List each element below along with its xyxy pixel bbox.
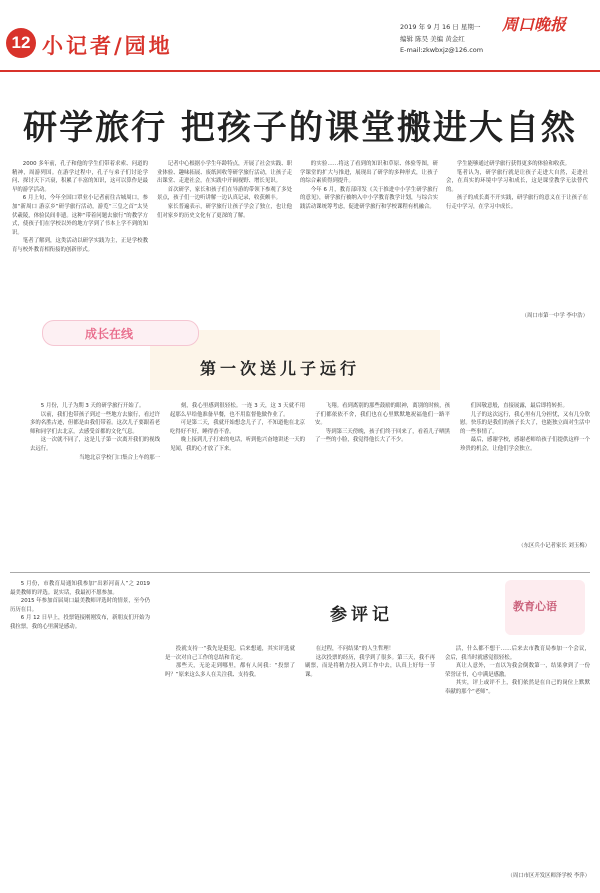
corner-label: 教育心语 [513,600,557,613]
article2-signature: （东区兵小记者家长 刘玉梅） [518,543,590,549]
column-banner [42,320,199,346]
paragraph: 这次投票的经历，我学到了很多。第三天，我不再刷票，而是将精力投入到工作中去，认真上好每一节课。 [305,654,435,678]
paragraph: 6 月 12 日早上，投票链接刚刚发布，新朋友们开始为我拉票，我的心里满是感动。 [10,615,150,630]
paragraph: 记者中心根据小学生年龄特点，开展了社会实践、职业体验、趣味拓展、废纸回收等研学旅行活动，让孩子走出课堂、走进社会，在实践中开阔视野、增长见识。 [157,161,292,185]
article1-column-4 [446,160,588,310]
article1-column-3 [300,160,438,320]
article3-column-3 [305,645,435,880]
page-header [0,0,600,62]
paragraph: 儿子的这次远行，我心里有几分担忧，又有几分欣慰。快乐的是我们的孩子长大了，也能独立面对生活中的一些事情了。 [460,411,590,435]
paragraph: 2000 多年前，孔子和他的学生们带着求索、问道的精神，周游列国。在游学过程中，孔子与弟子们讨论学问、探讨天下兴衰，积累了丰富的知识，这可以算作是最早的游学活动。 [12,161,148,193]
paragraph: 真让人意外，一直以为我会倒数第一，结果拿到了一份荣誉证书，心中满是感激。 [445,663,590,678]
article3-column-4 [445,645,590,870]
paragraph: 可是第二天，我就开始想念儿子了，不知道他在北京吃得好不好，睡得香不香。 [170,420,305,435]
article3-title: 参评记 [330,605,393,625]
article3-signature: （周口市区开发区师泽学校 李萍） [507,873,590,879]
paragraph: 当地北京学校门口集合上车的那一 [79,454,160,461]
corner-badge [505,580,585,635]
paragraph: 活，什么都不想干……后来去市教育局参加一个会议，会后，我当时就感觉很轻松。 [445,646,590,661]
banner-text: 成长在线 [85,327,134,341]
article2-title: 第一次送儿子远行 [200,359,361,378]
paragraph: 的实验……将这了看到的知识和草原、体验等图，研学课堂的扩大与推进，展现出了研学的多种形式，让孩子的综合素质得到提升。 [300,161,438,185]
paragraph: 在过程，不问结果”的人生哲理！ [315,646,395,652]
paragraph: 5 月份，市教育局通知我参加“出彩河南人”之 2019 最美教师的评选。说实话，我最初不愿参加。 [10,581,150,596]
paragraph: 2015 年参加首届周口最美教师评选时的情景，至今仍历历在目。 [10,598,150,613]
article1-column-1 [12,160,148,320]
section-divider [10,572,590,573]
paragraph: 其实，评上或评不上，我们依然是在自己的岗位上默默奉献的那个“老师”。 [445,680,590,695]
paragraph: 以前，我们也带孩子到过一些地方去旅行，看过许多的名胜古迹，但都是由我们带着。这次儿子要跟着老师和同学们去北京，去感受首都的文化气息。 [30,411,160,435]
article3-column-2 [165,645,295,880]
section-title: 小记者/园地 [42,33,173,58]
article2-column-2 [170,402,305,552]
article3-column-1 [10,580,150,880]
article2-column-1 [30,402,160,552]
article1-signature: （周口市第一中学 李中浩） [521,313,588,319]
paragraph: 孩子的成长离不开实践，研学旅行的意义在于让孩子在行走中学习，在学习中成长。 [446,195,588,210]
paragraph: 首次研学，家长和孩子们在导游的带领下参观了多处景点，孩子们一边听讲解一边认真记录，收获颇丰。 [157,186,292,202]
paragraph: 等到第三天傍晚，孩子们终于回来了，看着儿子晒黑了一些的小脸，我觉得他长大了不少。 [315,428,450,444]
main-headline: 研学旅行 把孩子的课堂搬进大自然 [23,108,577,148]
paragraph: 笔者了解到，这类活动以研学实践为主，正是学校教育与校外教育相衔接的创新形式。 [12,238,148,253]
article2-column-3 [315,402,450,552]
header-rule [0,70,600,72]
article1-column-2 [157,160,292,320]
paragraph: 投就支持一“我先是挺犯，后来想通，其实评选就是一次对自己工作的总结和肯定。 [165,646,295,661]
date-line: 2019 年 9 月 16 日 星期一 [400,23,481,31]
page-number: 12 [6,28,36,58]
paragraph: 学生能够通过研学旅行获得更多的体验和收获。 [456,161,571,167]
paragraph: 那些天，无论走到哪里，都有人问我：“投票了吗？”原来这么多人在关注我、支持我。 [165,663,295,678]
paragraph: 这一次就不同了，这是儿子第一次离开我们的视线去远行。 [30,437,160,452]
paragraph: 最后，感谢学校，感谢老师给孩子们提供这样一个珍贵的机会，让他们学会独立。 [460,437,590,452]
paragraph: 6 月上旬，今年全国口罩业小记者前往古城周口，参加“新周口 游京乡”研学旅行活动，游览“三皇之首”太昊伏羲陵，体验民间非遗。这种“带着问题去旅行”的教学方式，使孩子们在学校以外的地方学到了书本上学不到的知识。 [12,195,148,236]
paragraph: 晚上接到儿子打来的电话，听到他兴奋地讲述一天的见闻，我的心才放了下来。 [170,437,305,452]
editor-line: 编辑 陈昊 美编 黄金红 [400,35,465,43]
paragraph: 5 月份，儿子为期 3 天的研学旅行开始了。 [40,403,145,409]
paragraph: 们因敬意般，直接展露，最后即将转折。 [470,403,568,409]
masthead-logo: 周口晚报 [502,15,567,34]
paragraph: 家长普遍表示，研学旅行让孩子学会了独立，也让他们对家乡的历史文化有了更深的了解。 [157,203,292,219]
paragraph: 今年 6 月，教育部印发《关于推进中小学生研学旅行的意见》，研学旅行被纳入中小学教育教学计划，与综合实践活动课统筹考虑，促进研学旅行和学校课程有机融合。 [300,186,438,210]
paragraph: 笔者认为，研学旅行就是让孩子走进大自然，走进社会，在真实的环境中学习和成长，这是课堂教学无法替代的。 [446,169,588,193]
paragraph: 飞翔。看到离别的那些鼓励的眼神，离别的时候，孩子们都依依不舍，我们也在心里默默地祝福他们一路平安。 [315,403,450,427]
paragraph: 刻，我心里感到很轻松。一连 3 天，这 3 天就不用起那么早给他准备早餐，也不用监督他做作业了。 [170,403,305,418]
article2-column-4 [460,402,590,542]
email-line: E-mail:zkwbxjz@126.com [400,46,484,54]
